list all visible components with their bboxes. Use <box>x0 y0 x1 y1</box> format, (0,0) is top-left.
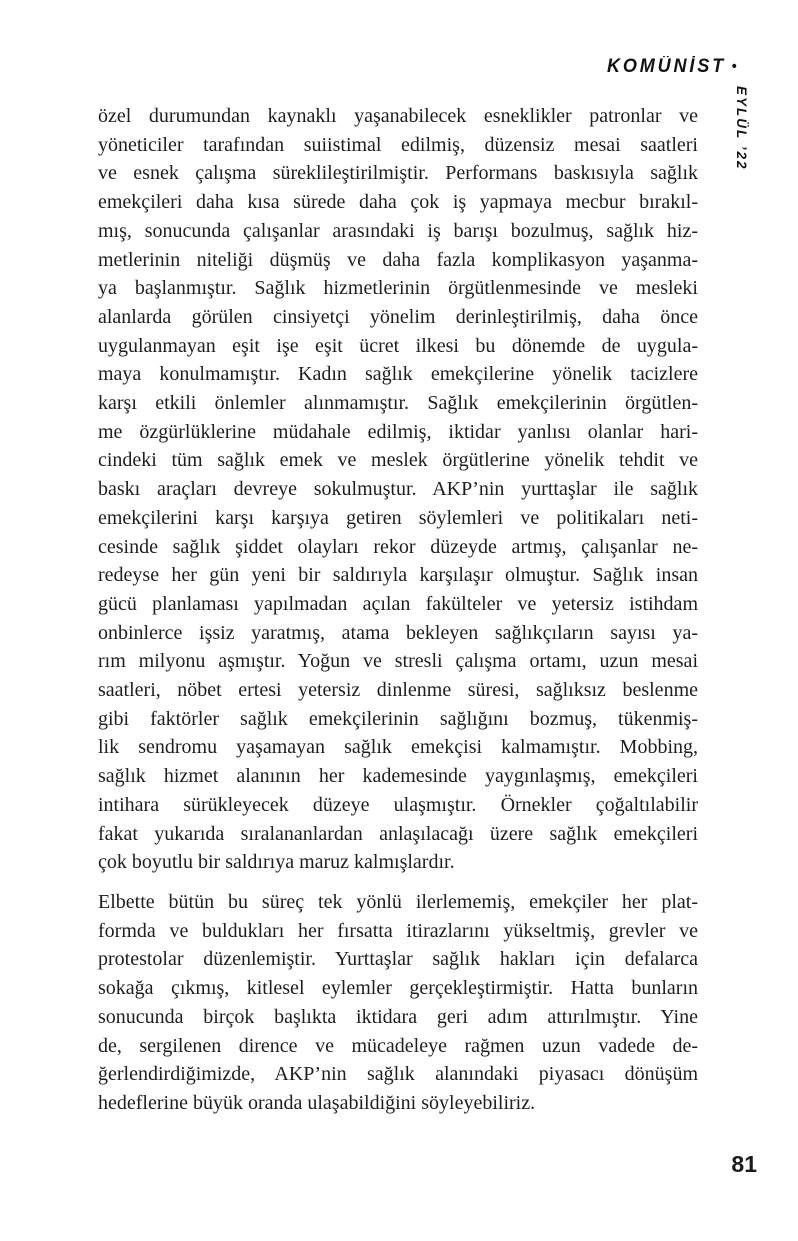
text-line: redeyse her gün yeni bir saldırıyla karşılaşır olmuştur. Sağlık insan <box>98 564 698 587</box>
text-line: sağlık hizmet alanının her kademesinde yaygınlaşmış, emekçileri <box>98 765 698 788</box>
text-line: emekçilerini karşı karşıya getiren söylemleri ve politikaları neti- <box>98 506 698 529</box>
text-line: formda ve buldukları her fırsatta itirazlarını yükseltmiş, grevler ve <box>98 919 698 942</box>
text-line: me özgürlüklerine müdahale edilmiş, iktidar yanlısı olanlar hari- <box>98 420 698 443</box>
text-line: ve esnek çalışma süreklileştirilmiştir. Performans baskısıyla sağlık <box>98 162 698 185</box>
text-line: protestolar düzenlemiştir. Yurttaşlar sağlık hakları için defalarca <box>98 948 698 971</box>
text-line: özel durumundan kaynaklı yaşanabilecek esneklikler patronlar ve <box>98 105 698 127</box>
text-line: baskı araçları devreye sokulmuştur. AKP’nin yurttaşlar ile sağlık <box>98 478 698 501</box>
text-line: saatleri, nöbet ertesi yetersiz dinlenme süresi, sağlıksız beslenme <box>98 679 698 702</box>
text-line: gibi faktörler sağlık emekçilerinin sağlığını bozmuş, tükenmiş- <box>98 707 698 730</box>
text-line: uygulanmayan eşit işe eşit ücret ilkesi bu dönemde de uygula- <box>98 334 698 357</box>
text-line: rım milyonu aşmıştır. Yoğun ve stresli çalışma ortamı, uzun mesai <box>98 650 698 673</box>
text-line: hedeflerine büyük oranda ulaşabildiğini söyleyebiliriz. <box>98 1091 536 1114</box>
text-line: mış, sonucunda çalışanlar arasındaki iş barışı bozulmuş, sağlık hiz- <box>98 219 698 242</box>
text-line: intihara sürükleyecek düzeye ulaşmıştır. Örnekler çoğaltılabilir <box>98 793 698 816</box>
page-number: 81 <box>731 1151 757 1177</box>
text-line: de, sergilenen dirence ve mücadeleye rağmen uzun vadede de- <box>98 1034 698 1057</box>
text-line: cindeki tüm sağlık emek ve meslek örgütlerine yönelik tehdit ve <box>98 449 698 472</box>
text-line: maya konulmamıştır. Kadın sağlık emekçilerine yönelik tacizlere <box>98 363 698 386</box>
masthead <box>607 56 740 78</box>
text-line: fakat yukarıda sıralananlardan anlaşılacağı üzere sağlık emekçileri <box>98 822 698 845</box>
text-line: yöneticiler tarafından suiistimal edilmiş, düzensiz mesai saatleri <box>98 133 698 156</box>
text-line: ya başlanmıştır. Sağlık hizmetlerinin örgütlenmesinde ve mesleki <box>98 277 698 300</box>
text-line: emekçileri daha kısa sürede daha çok iş yapmaya mecbur bırakıl- <box>98 191 698 214</box>
text-line: sokağa çıkmış, kitlesel eylemler gerçekleştirmiştir. Hatta bunların <box>98 977 698 1000</box>
text-line: onbinlerce işsiz yaratmış, atama bekleyen sağlıkçıların sayısı ya- <box>98 621 698 644</box>
text-line: cesinde sağlık şiddet olayları rekor düzeyde artmış, çalışanlar ne- <box>98 535 698 558</box>
issue-label: EYLÜL ’22 <box>734 86 749 171</box>
text-line: lik sendromu yaşamayan sağlık emekçisi kalmamıştır. Mobbing, <box>98 736 698 759</box>
paragraph <box>98 102 698 877</box>
text-line: Elbette bütün bu süreç tek yönlü ilerlememiş, emekçiler her plat- <box>98 890 698 913</box>
paragraph <box>98 888 698 1118</box>
masthead-title: KOMÜNİST <box>607 56 727 77</box>
text-line: alanlarda görülen cinsiyetçi yönelim derinleştirilmiş, daha önce <box>98 305 698 328</box>
text-line: ğerlendirdiğimizde, AKP’nin sağlık alanındaki piyasacı dönüşüm <box>98 1063 698 1086</box>
text-line: sonucunda birçok başlıkta iktidara geri adım attırılmıştır. Yine <box>98 1005 698 1028</box>
text-line: çok boyutlu bir saldırıya maruz kalmışlardır. <box>98 851 455 874</box>
masthead-bullet-icon: • <box>732 58 740 75</box>
text-line: gücü planlaması yapılmadan açılan fakülteler ve yetersiz istihdam <box>98 592 698 615</box>
text-line: karşı etkili önlemler alınmamıştır. Sağlık emekçilerinin örgütlen- <box>98 392 698 415</box>
body-text <box>98 102 698 1129</box>
text-line: metlerinin niteliği düşmüş ve daha fazla komplikasyon yaşanma- <box>98 248 698 271</box>
